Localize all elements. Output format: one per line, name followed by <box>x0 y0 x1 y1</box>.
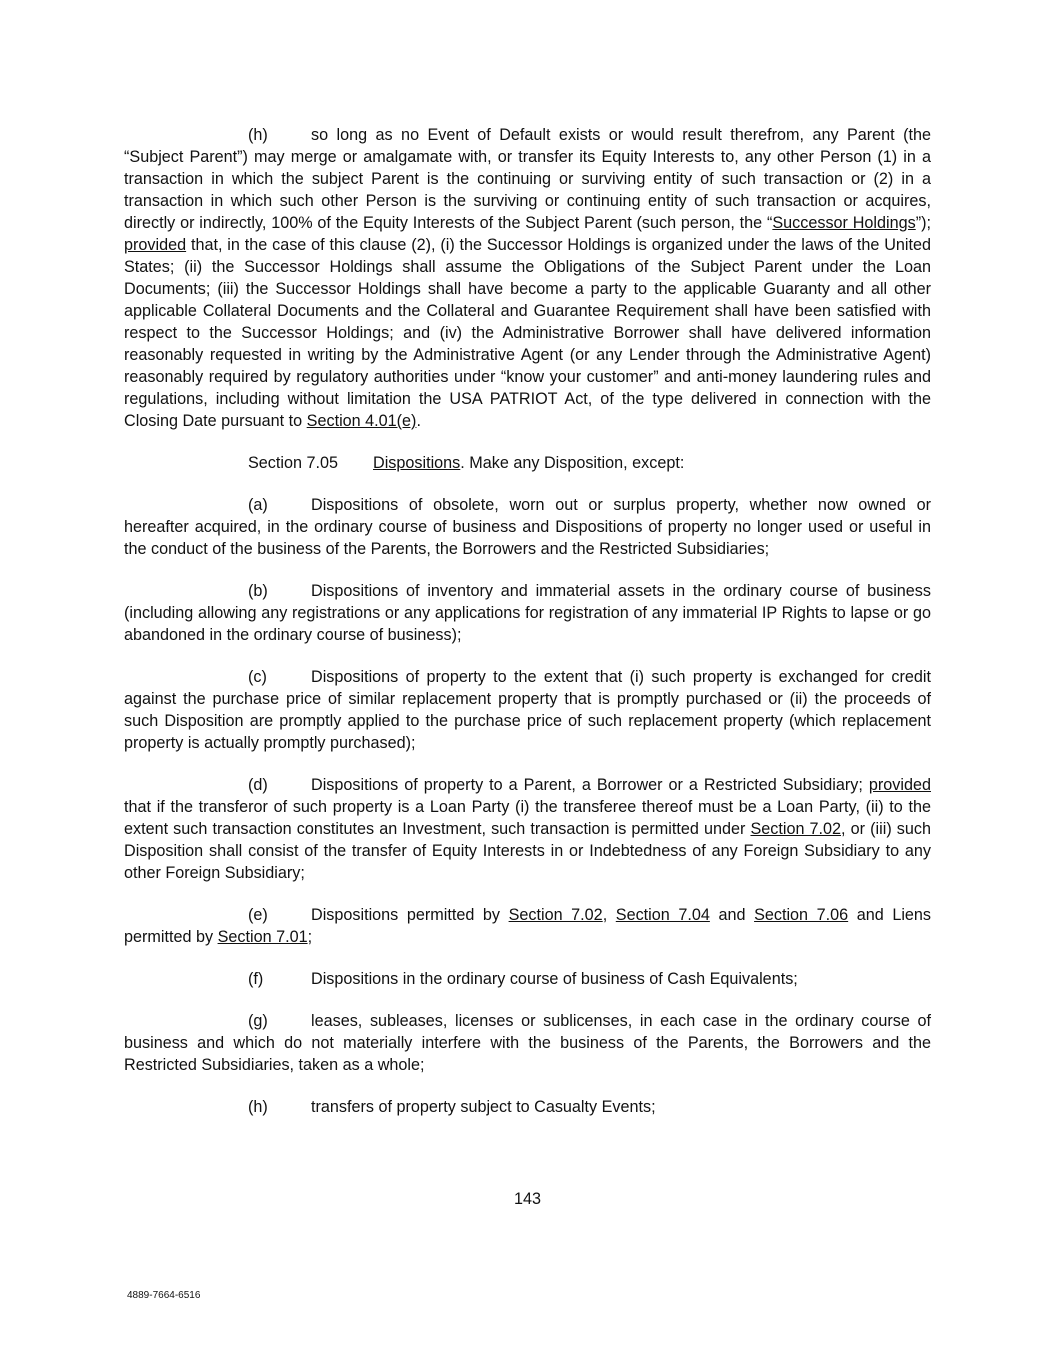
page-number: 143 <box>513 1190 541 1208</box>
section-reference: Section 7.04 <box>615 906 710 924</box>
section-heading: Section 7.05 Dispositions. Make any Disposition, except: <box>248 454 685 472</box>
clause-label: (e) <box>248 906 268 924</box>
clause-label: (f) <box>248 970 264 988</box>
clause-e: (e) Dispositions permitted by Section 7.02, Section 7.04 and Section 7.06 and Liens permitted by Section 7.01; <box>124 906 932 946</box>
provided-term: provided <box>124 236 187 254</box>
page-body <box>124 124 931 1138</box>
section-reference: Section 7.02 <box>508 906 603 924</box>
section-reference: Section 7.02, <box>750 820 846 838</box>
clause-label: (g) <box>248 1012 268 1030</box>
clause-label: (b) <box>248 582 268 600</box>
clause-label: (c) <box>248 668 267 686</box>
clause-b: (b) Dispositions of inventory and immaterial assets in the ordinary course of business (including allowing any registrations or any applications for registration of any immaterial IP Rights to lapse or go abandoned in the ordinary course of business); <box>124 582 931 644</box>
clause-f: (f) Dispositions in the ordinary course of business of Cash Equivalents; <box>248 970 798 988</box>
section-title: Dispositions <box>373 454 461 472</box>
clause-label: (h) <box>248 126 268 144</box>
defined-term-successor-holdings: Successor Holdings <box>772 214 916 232</box>
clause-c: (c) Dispositions of property to the extent that (i) such property is exchanged for credit against the purchase price of similar replacement property that is promptly purchased or (ii) the proceeds of such Disposition are promptly applied to the purchase price of such replacement property (which replacement property is actually promptly purchased); <box>124 668 931 752</box>
clause-label: (d) <box>248 776 268 794</box>
clause-h-successor-holdings: (h) so long as no Event of Default exists or would result therefrom, any Parent (the “Subject Parent”) may merge or amalgamate with, or transfer its Equity Interests to, any other Person (1) in a transaction in which the subject Parent is the continuing or surviving entity of such transaction or (2) in a transaction in which such other Person is the surviving or continuing entity of such transaction or acquires, directly or indirectly, 100% of the Equity Interests of the Subject Parent (such person, the “Successor Holdings”); provided that, in the case of this clause (2), (i) the Successor Holdings is organized under the laws of the United States; (ii) the Successor Holdings shall assume the Obligations of the Subject Parent under the Loan Documents; (iii) the Successor Holdings shall have become a party to the applicable Guaranty and all other applicable Collateral Documents and the Collateral and Guarantee Requirement shall have been satisfied with respect to the Successor Holdings; and (iv) the Administrative Borrower shall have delivered information reasonably requested in writing by the Administrative Agent (or any Lender through the Administrative Agent) reasonably required by regulatory authorities under “know your customer” and anti-money laundering rules and regulations, including without limitation the USA PATRIOT Act, of the type delivered in connection with the Closing Date pursuant to Section 4.01(e). <box>124 126 931 430</box>
clause-a: (a) Dispositions of obsolete, worn out or surplus property, whether now owned or hereafter acquired, in the ordinary course of business and Dispositions of property no longer used or useful in the conduct of the business of the Parents, the Borrowers and the Restricted Subsidiaries; <box>124 496 931 558</box>
provided-term: provided <box>868 776 931 794</box>
section-reference: Section 4.01(e) <box>306 412 417 430</box>
clause-d: (d) Dispositions of property to a Parent, a Borrower or a Restricted Subsidiary; provided that if the transferor of such property is a Loan Party (i) the transferee thereof must be a Loan Party, (ii) to the extent such transaction constitutes an Investment, such transaction is permitted under Section 7.02, or (iii) such Disposition shall consist of the transfer of Equity Interests in or Indebtedness of any Foreign Subsidiary to any other Foreign Subsidiary; <box>124 776 931 882</box>
clause-label: (h) <box>248 1098 268 1116</box>
clause-h: (h) transfers of property subject to Casualty Events; <box>248 1098 656 1116</box>
section-reference: Section 7.01 <box>217 928 308 946</box>
section-number: Section 7.05 <box>248 454 338 472</box>
section-reference: Section 7.06 <box>754 906 849 924</box>
clause-label: (a) <box>248 496 268 514</box>
clause-g: (g) leases, subleases, licenses or sublicenses, in each case in the ordinary course of business and which do not materially interfere with the business of the Parents, the Borrowers and the Restricted Subsidiaries, taken as a whole; <box>124 1012 931 1074</box>
document-id: 4889-7664-6516 <box>127 1290 201 1301</box>
